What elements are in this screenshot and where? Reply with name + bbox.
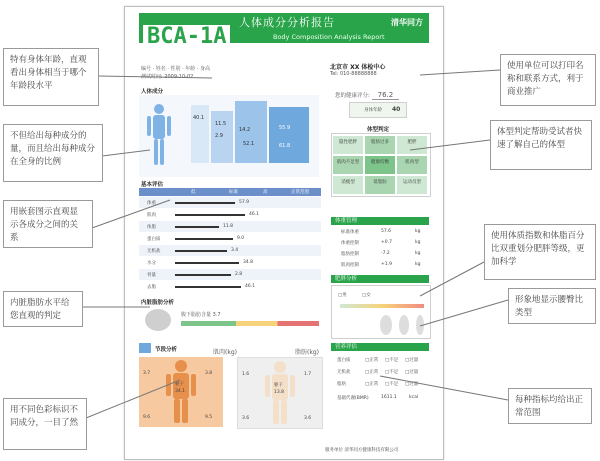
basic-row-value: 9.0 (237, 236, 245, 241)
visceral-heading: 内脏脂肪分析 (141, 300, 175, 306)
body-type-cell: 运动员型 (397, 176, 427, 194)
weight-value: -7.2 (381, 251, 390, 256)
basic-row-label: 体脂 (147, 225, 156, 230)
basic-row-label: 肌肉 (147, 213, 156, 218)
fat-right-low: 3.6 (304, 416, 312, 421)
muscle-left-up: 3.7 (143, 371, 151, 376)
basic-row-value: 46.1 (245, 284, 256, 289)
callout-body-age: 特有身体年龄，直观看出身体相当于哪个年龄段水平 (3, 48, 99, 106)
weight-unit: kg (415, 262, 421, 267)
connector-3 (92, 200, 170, 228)
basic-row-label: 蛋白质 (147, 237, 161, 242)
score-value: 76.2 (372, 91, 400, 100)
report-title-en: Body Composition Analysis Report (273, 33, 385, 41)
body-age-label: 身体年龄 (364, 108, 382, 113)
visceral-value: 3.7 (212, 312, 221, 318)
body-type-heading: 体型判定 (367, 127, 390, 133)
connector-8 (420, 262, 484, 296)
basic-row-label: 无机盐 (147, 249, 161, 254)
basic-header-range: 正常范围 (291, 190, 309, 195)
basic-row-value: 3.4 (231, 248, 239, 253)
sex-female: □女 (362, 293, 371, 298)
score-label: 您的健康评分: (335, 93, 370, 99)
comp-label-3: 2.9 (215, 133, 223, 139)
muscle-left-low: 9.6 (143, 415, 151, 420)
nutrition-opt: □过量 (405, 370, 419, 375)
info-line-1: 编号 · 姓名 · 性别 · 年龄 · 身高 (141, 66, 211, 72)
basic-header-high: 高 (263, 190, 268, 195)
connector-6 (420, 70, 500, 75)
comp-label-4: 14.2 (239, 127, 251, 133)
callout-obesity: 使用体质指数和体脂百分比双重划分肥胖等级，更加科学 (484, 224, 596, 280)
callout-composition: 不但给出每种成分的量，而且给出每种成分在全身的比例 (3, 124, 103, 182)
callout-nested-chart: 用嵌套图示直观显示各成分之间的关系 (3, 200, 93, 248)
fat-left-up: 1.6 (242, 372, 250, 377)
fat-left-low: 3.6 (242, 416, 250, 421)
comp-label-7: 61.8 (279, 143, 291, 149)
basic-row-value: 57.9 (239, 200, 250, 205)
callout-body-type: 体型判定帮助受试者快速了解自己的体型 (490, 120, 592, 170)
nutrition-opt: □不足 (385, 358, 399, 363)
comp-label-2: 11.5 (215, 121, 227, 127)
body-age-value: 40 (392, 106, 401, 113)
nutrition-opt: □过量 (405, 382, 419, 387)
fat-trunk: 13.8 (274, 390, 285, 395)
nutrition-label: 无机盐 (337, 370, 351, 375)
sex-male: □男 (338, 293, 347, 298)
body-type-cell: 肌肉型 (397, 156, 427, 174)
callout-normal-range: 每种指标均给出正常范围 (508, 388, 592, 424)
connector-7 (410, 140, 490, 150)
muscle-right-up: 3.8 (205, 371, 213, 376)
nutrition-heading: 营养评估 (331, 343, 429, 351)
weight-value: 57.6 (381, 229, 392, 234)
body-type-cell: 肥胖 (397, 136, 427, 154)
nutrition-opt: □正常 (365, 358, 379, 363)
basic-heading: 基本评估 (141, 182, 164, 188)
connector-10 (380, 376, 508, 400)
callout-branding: 使用单位可以打印名称和联系方式，利于商业推广 (500, 54, 596, 106)
bmr-value: 1611.1 (381, 395, 397, 400)
bmr-label: 基础代谢(BMR) (337, 396, 369, 401)
model-name: BCA-1A (143, 25, 230, 49)
basic-row-value: 11.8 (223, 224, 234, 229)
callout-waist-hip: 形象地显示腰臀比类型 (508, 288, 596, 324)
weight-value: +0.7 (381, 240, 392, 245)
connector-2 (102, 150, 150, 156)
muscle-trunk: 34.1 (175, 389, 186, 394)
connector-5 (86, 380, 180, 418)
weight-heading: 体重管理 (331, 217, 429, 225)
body-type-cell-selected: 健康均衡 (365, 156, 395, 174)
org-name: 北京市 XX 体检中心 (330, 64, 386, 71)
callout-visceral: 内脏脂肪水平给您直观的判定 (3, 291, 83, 327)
org-phone: Tel: 010-88888888 (330, 71, 377, 77)
brand-logo: 清华同方 (391, 18, 423, 27)
body-type-cell: 隐性肥胖 (333, 136, 363, 154)
connector-9 (420, 300, 508, 326)
body-type-cell: 肌肉不足型 (333, 156, 363, 174)
weight-label: 脂肪控制 (341, 252, 359, 257)
body-type-cell: 脂肪过多 (365, 136, 395, 154)
bmr-unit: kcal (409, 395, 419, 400)
basic-header-std: 标准 (229, 190, 238, 195)
fat-right-up: 1.7 (304, 372, 312, 377)
basic-row-value: 46.1 (249, 212, 260, 217)
callout-colors: 用不同色彩标识不同成分，一目了然 (3, 398, 87, 450)
body-type-cell: 低脂肪 (365, 176, 395, 194)
basic-row-label: 水分 (147, 261, 156, 266)
nutrition-label: 蛋白质 (337, 358, 351, 363)
segment-muscle-label: 肌肉(kg) (213, 349, 237, 356)
connector-1 (98, 76, 212, 78)
segment-fat-label: 脂肪(kg) (295, 349, 319, 356)
basic-row-label: 骨量 (147, 273, 156, 278)
composition-heading: 人体成分 (141, 89, 164, 95)
nutrition-opt: □不足 (385, 370, 399, 375)
weight-unit: kg (415, 229, 421, 234)
weight-label: 体重控制 (341, 241, 359, 246)
comp-label-6: 55.9 (279, 125, 291, 131)
basic-header-low: 低 (191, 190, 196, 195)
weight-value: +1.9 (381, 262, 392, 267)
segment-heading: 节段分析 (155, 347, 178, 353)
basic-row-value: 34.8 (243, 260, 254, 265)
weight-label: 标准体重 (341, 230, 359, 235)
basic-row-label: 去脂 (147, 285, 156, 290)
weight-unit: kg (415, 240, 421, 245)
report-title-cn: 人体成分分析报告 (239, 16, 335, 29)
comp-label-5: 52.1 (243, 141, 255, 147)
fat-trunk-label: 躯干 (274, 383, 283, 388)
nutrition-opt: □过量 (405, 358, 419, 363)
body-type-cell: 消瘦型 (333, 176, 363, 194)
weight-label: 肌肉控制 (341, 263, 359, 268)
visceral-label: 腹下脂肪含量 (181, 312, 212, 318)
nutrition-opt: □不足 (385, 382, 399, 387)
comp-label-1: 40.1 (193, 115, 205, 121)
obesity-heading: 肥胖分析 (331, 275, 429, 283)
basic-row-label: 体重 (147, 201, 156, 206)
basic-row-value: 2.8 (235, 272, 243, 277)
muscle-right-low: 9.5 (205, 415, 213, 420)
test-time-label: 测试时间: (141, 74, 163, 80)
nutrition-label: 脂肪 (337, 382, 346, 387)
muscle-trunk-label: 躯干 (175, 382, 184, 387)
report-footer: 服务单位 清华同方健康科技有限公司 (325, 448, 399, 453)
test-time-value: 2009-10-02 (164, 74, 194, 80)
nutrition-opt: □正常 (365, 370, 379, 375)
weight-unit: kg (415, 251, 421, 256)
nutrition-opt: □正常 (365, 382, 379, 387)
